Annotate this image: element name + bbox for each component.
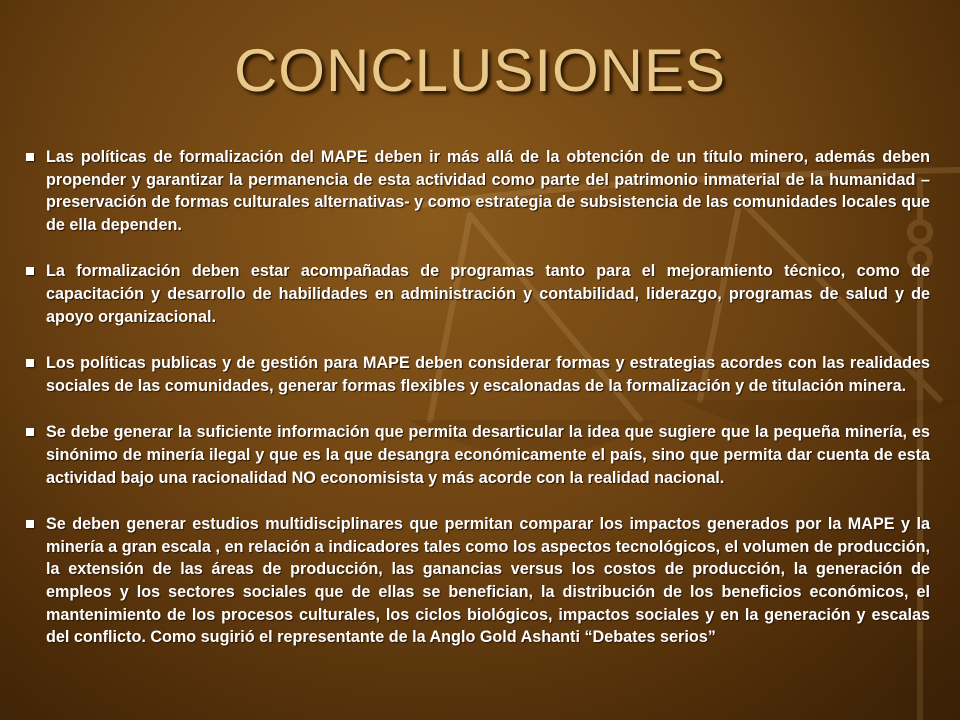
bullet-text: Las políticas de formalización del MAPE deben ir más allá de la obtención de un título minero, además deben propender y garantizar la permanencia de esta actividad como parte del patrimonio inmaterial de la humanidad –preservación de formas culturales alternativas- y como estrategia de subsistencia de las comunidades locales que de ella dependen. [46, 148, 930, 234]
bullet-text: Los políticas publicas y de gestión para MAPE deben considerar formas y estrategias acordes con las realidades sociales de las comunidades, generar formas flexibles y escalonadas de la formalización y de titulación minera. [46, 354, 930, 395]
bullet-text: Se deben generar estudios multidisciplinares que permitan comparar los impactos generados por la MAPE y la minería a gran escala , en relación a indicadores tales como los aspectos tecnológicos, el volumen de producción, la extensión de las áreas de producción, las ganancias versus los costos de producción, la generación de empleos y los sectores sociales que de ellas se benefician, la distribución de los beneficios económicos, el mantenimiento de los procesos culturales, los ciclos biológicos, impactos sociales y en la generación y escalas del conflicto. Como sugirió el representante de la Anglo Gold Ashanti “Debates serios” [46, 515, 930, 647]
list-item [26, 260, 930, 328]
bullet-text: Se debe generar la suficiente información que permita desarticular la idea que sugiere que la pequeña minería, es sinónimo de minería ilegal y que es la que desangra económicamente el país, sino que permita dar cuenta de esta actividad bajo una racionalidad NO economisista y más acorde con la realidad nacional. [46, 423, 930, 487]
list-item [26, 513, 930, 649]
list-item [26, 146, 930, 236]
list-item [26, 421, 930, 489]
square-bullet-icon [26, 267, 34, 275]
page-title: CONCLUSIONES [233, 37, 727, 104]
list-item [26, 352, 930, 397]
square-bullet-icon [26, 153, 34, 161]
square-bullet-icon [26, 520, 34, 528]
conclusions-list [26, 146, 930, 649]
square-bullet-icon [26, 428, 34, 436]
square-bullet-icon [26, 359, 34, 367]
bullet-text: La formalización deben estar acompañadas de programas tanto para el mejoramiento técnico, como de capacitación y desarrollo de habilidades en administración y contabilidad, liderazgo, programas de salud y de apoyo organizacional. [46, 262, 930, 326]
